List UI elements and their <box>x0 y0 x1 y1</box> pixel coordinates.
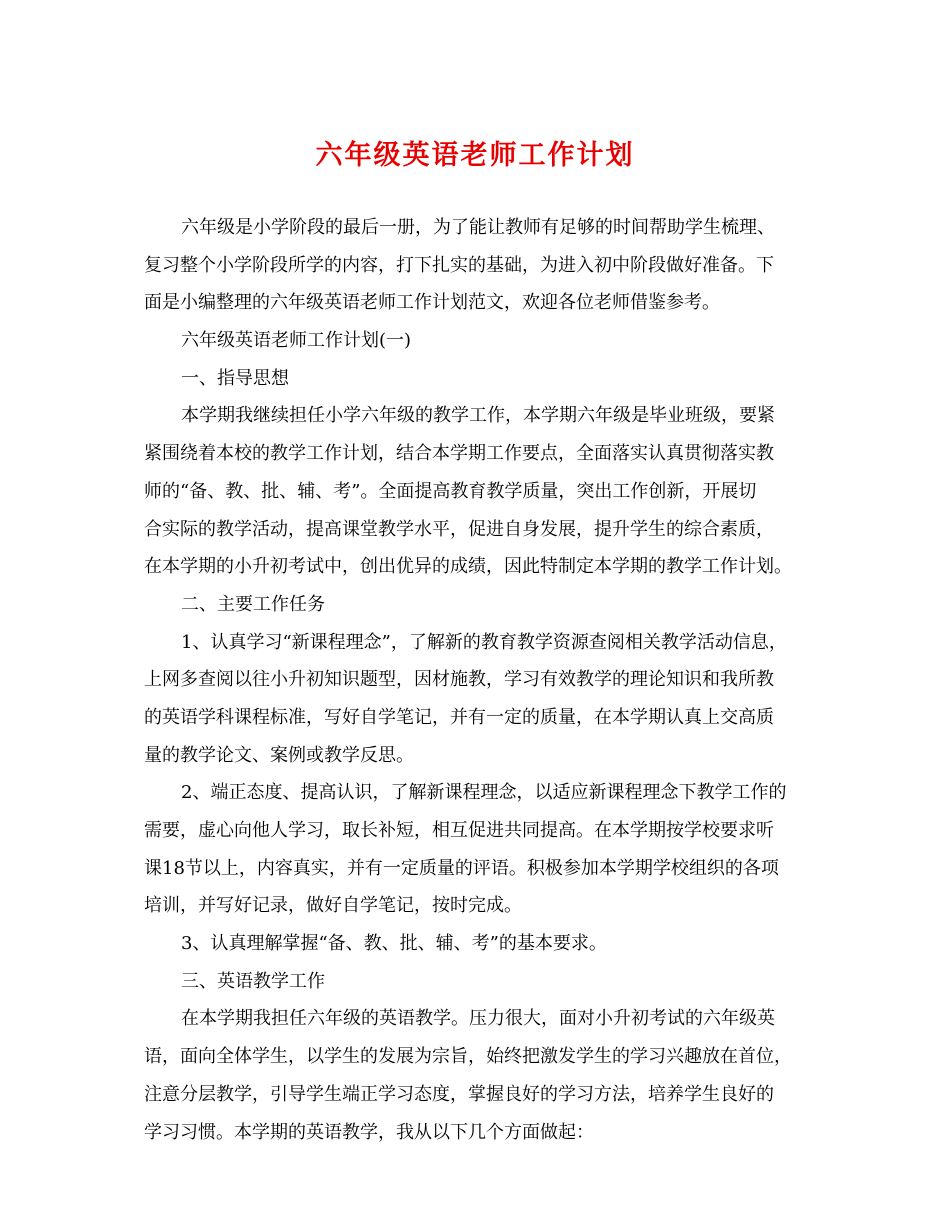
text-line: 1、认真学习“新课程理念”，了解新的教育教学资源查阅相关教学活动信息， <box>181 631 787 653</box>
text-line: 注意分层教学，引导学生端正学习态度，掌握良好的学习方法，培养学生良好的 <box>144 1083 774 1105</box>
text-line: 2、端正态度、提高认识，了解新课程理念，以适应新课程理念下教学工作的 <box>181 782 787 804</box>
text-line: 本学期我继续担任小学六年级的教学工作，本学期六年级是毕业班级，要紧 <box>181 405 775 427</box>
text-line: 课18节以上，内容真实，并有一定质量的评语。积极参加本学期学校组织的各项 <box>144 857 779 879</box>
text-line: 语，面向全体学生，以学生的发展为宗旨，始终把激发学生的学习兴趣放在首位， <box>144 1046 792 1068</box>
text-line: 六年级英语老师工作计划(一) <box>181 330 412 352</box>
text-line: 复习整个小学阶段所学的内容，打下扎实的基础，为进入初中阶段做好准备。下 <box>144 254 774 276</box>
text-line: 学习习惯。本学期的英语教学，我从以下几个方面做起： <box>144 1121 594 1143</box>
text-line: 师的“备、教、批、辅、考”。全面提高教育教学质量，突出工作创新，开展切 <box>144 480 757 502</box>
document-body <box>144 209 824 1151</box>
text-line: 的英语学科课程标准，写好自学笔记，并有一定的质量，在本学期认真上交高质 <box>144 706 774 728</box>
document-title: 六年级英语老师工作计划 <box>315 140 635 171</box>
text-line: 需要，虚心向他人学习，取长补短，相互促进共同提高。在本学期按学校要求听 <box>144 820 774 841</box>
text-line: 量的教学论文、案例或教学反思。 <box>144 744 414 766</box>
text-line: 上网多查阅以往小升初知识题型，因材施教，学习有效教学的理论知识和我所教 <box>144 669 774 691</box>
text-line: 一、指导思想 <box>181 367 289 389</box>
text-line: 紧围绕着本校的教学工作计划，结合本学期工作要点，全面落实认真贯彻落实教 <box>144 443 774 465</box>
text-line: 面是小编整理的六年级英语老师工作计划范文，欢迎各位老师借鉴参考。 <box>144 292 720 314</box>
text-line: 在本学期我担任六年级的英语教学。压力很大，面对小升初考试的六年级英 <box>181 1008 775 1030</box>
text-line: 三、英语教学工作 <box>181 970 325 992</box>
text-line: 六年级是小学阶段的最后一册，为了能让教师有足够的时间帮助学生梳理、 <box>181 217 775 238</box>
text-line: 3、认真理解掌握“备、教、批、辅、考”的基本要求。 <box>181 933 607 955</box>
text-line: 在本学期的小升初考试中，创出优异的成绩，因此特制定本学期的教学工作计划。 <box>144 556 792 578</box>
text-line: 合实际的教学活动，提高课堂教学水平，促进自身发展，提升学生的综合素质， <box>144 518 774 540</box>
text-line: 二、主要工作任务 <box>181 593 325 615</box>
text-line: 培训，并写好记录，做好自学笔记，按时完成。 <box>144 895 522 917</box>
